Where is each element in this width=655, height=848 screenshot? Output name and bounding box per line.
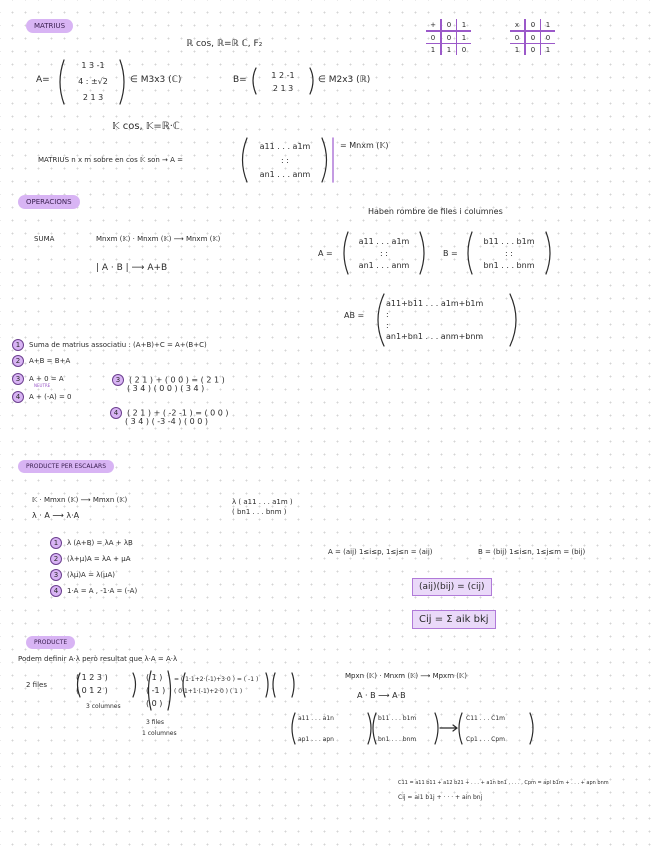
cij-formula-box: Cij = Σ aik bkj <box>412 610 496 629</box>
example-result-row2: ( 0·1+1·(-1)+2·0 ) ( 1 ) <box>174 688 243 695</box>
example-vector: ( 1 ) <box>146 673 163 682</box>
matrix-b-label: B= <box>233 75 247 85</box>
section-title-matrius: MATRIUS <box>26 19 73 33</box>
suma-label: SUMA <box>34 235 55 243</box>
columns-label: 3 columnes <box>86 703 121 710</box>
section-title-operacions: OPERACIONS <box>18 195 80 209</box>
c11-expansion: C11 = a11 b11 + a12 b21 + . . . + a1n bn1 , . . . , Cpm = apl b1m + . . . + apn bnm <box>398 780 609 786</box>
b-definition: B = (bij) 1≤i≤n, 1≤j≤m = (bij) <box>478 548 586 556</box>
cij-expansion: Cij = ai1 b1j + · · · + ain bnj <box>398 794 483 801</box>
a-definition: A = (aij) 1≤i≤p, 1≤j≤n = (aij) <box>328 548 433 556</box>
op-a-label: A = <box>318 249 333 258</box>
example-matrix-2x3-row2: ( 0 1 2 ) <box>76 686 108 695</box>
section-title-escalars: PRODUCTE PER ESCALARS <box>18 460 114 473</box>
example-4-row2: ( 3 4 ) ( -3 -4 ) ( 0 0 ) <box>125 417 209 426</box>
rows-label: 2 files <box>26 681 47 689</box>
suma-elements: | A · B | ⟶ A+B <box>96 263 168 273</box>
prod-matrix-a-top: a11 . . . a1n <box>298 715 334 722</box>
product-formula-box: (aij)(bij) = (cij) <box>412 578 492 596</box>
op-matrix-b: b11 . . . b1m : : bn1 . . . bnm <box>483 237 535 270</box>
example-vector-row2: ( -1 ) <box>146 686 166 695</box>
matrix-a-space: ∈ M3x3 (ℂ) <box>130 75 182 85</box>
product-elements: A · B ⟶ A·B <box>357 691 406 700</box>
op-matrix-ab: a11+b11 . . . a1m+b1m : : an1+bn1 . . . anm+bnm <box>386 299 484 341</box>
op-b-label: B = <box>443 249 458 258</box>
dimension-note: Haben rombre de files i columnes <box>368 207 503 216</box>
matrix-a-3x3: 1 3 -1 4 : ±√2 2 1 3 <box>78 61 108 102</box>
vector-rows-label: 3 files <box>146 719 164 726</box>
suma-prop-3: 3 A + 0 = A <box>12 373 64 385</box>
escalar-prop-1: 1 λ (A+B) = λA + λB <box>50 537 133 549</box>
example-4: 4 ( 2 1 ) + ( -2 -1 ) = ( 0 0 ) <box>110 407 229 419</box>
example-matrix-2x3: ( 1 2 3 ) <box>76 673 108 682</box>
example-3: 3 ( 2 1 ) + ( 0 0 ) = ( 2 1 ) <box>112 374 225 386</box>
example-3-row2: ( 3 4 ) ( 0 0 ) ( 3 4 ) <box>127 384 205 393</box>
suma-prop-2: 2 A+B = B+A <box>12 355 70 367</box>
escalar-matrix: λ ( a11 . . . a1m ) <box>232 498 293 506</box>
prod-matrix-a-bottom: ap1 . . . apn <box>298 736 334 743</box>
truth-table-sum: + 0 1 0 0 1 1 1 0 <box>426 19 471 55</box>
example-result: = ( 1·1+2·(-1)+3·0 ) = ( -1 ) <box>174 676 259 683</box>
escalar-prop-3: 3 (λμ)A = λ(μA) <box>50 569 115 581</box>
escalar-prop-2: 2 (λ+μ)A = λA + μA <box>50 553 131 565</box>
matrix-b-2x3: 1 2 -1 2 1 3 <box>271 71 295 93</box>
op-ab-label: AB = <box>344 311 365 320</box>
suma-prop-4: 4 A + (-A) = 0 <box>12 391 72 403</box>
neutre-label: NEUTRE <box>34 383 51 388</box>
prod-matrix-b-top: b11 . . . b1m <box>378 715 417 722</box>
escalar-matrix-row2: ( bn1 . . . bnm ) <box>232 508 287 516</box>
example-vector-row3: ( 0 ) <box>146 699 163 708</box>
section-title-producte: PRODUCTE <box>26 636 75 649</box>
prod-matrix-b-bottom: bn1 . . . bnm <box>378 736 417 743</box>
matrix-a-label: A= <box>36 75 50 85</box>
op-matrix-a: a11 . . . a1m : : an1 . . . anm <box>358 237 410 270</box>
prod-matrix-c-bottom: Cp1 . . . Cpm <box>466 736 506 743</box>
suma-map: Mnxm (𝕂) · Mnxm (𝕂) ⟶ Mnxm (𝕂) <box>96 235 221 243</box>
product-map: Mpxn (𝕂) · Mnxm (𝕂) ⟶ Mpxm (𝕂) <box>345 672 467 680</box>
vector-cols-label: 1 columnes <box>142 730 177 737</box>
escalar-elements: λ · A ⟶ λ·A <box>32 511 80 520</box>
suma-prop-1: 1 Suma de matrius associatiu : (A+B)+C = A+(B+C) <box>12 339 207 351</box>
matrix-nxm-space: = Mnxm (𝕂) <box>340 141 389 150</box>
matrix-nxm: a11 . . . a1m : : an1 . . . anm <box>259 142 311 179</box>
fields-line: ℝ cos, ℝ=ℝ ℂ, F₂ <box>186 39 263 49</box>
escalar-map: 𝕂 · Mmxn (𝕂) ⟶ Mmxn (𝕂) <box>32 496 128 504</box>
matrix-nxm-definition: MATRIUS n x m sobre en cos 𝕂 son → A = <box>38 156 184 164</box>
prod-matrix-c-top: C11 . . . C1m <box>466 715 506 722</box>
producte-intro: Podem definir A·λ però resultat que λ·A = A·λ <box>18 655 178 663</box>
truth-table-product: x 0 1 0 0 0 1 0 1 <box>510 19 555 55</box>
escalar-prop-4: 4 1·A = A , -1·A = (-A) <box>50 585 137 597</box>
matrix-b-space: ∈ M2x3 (ℝ) <box>318 75 371 85</box>
k-field-line: 𝕂 cos, 𝕂=ℝ·ℂ <box>112 121 180 132</box>
